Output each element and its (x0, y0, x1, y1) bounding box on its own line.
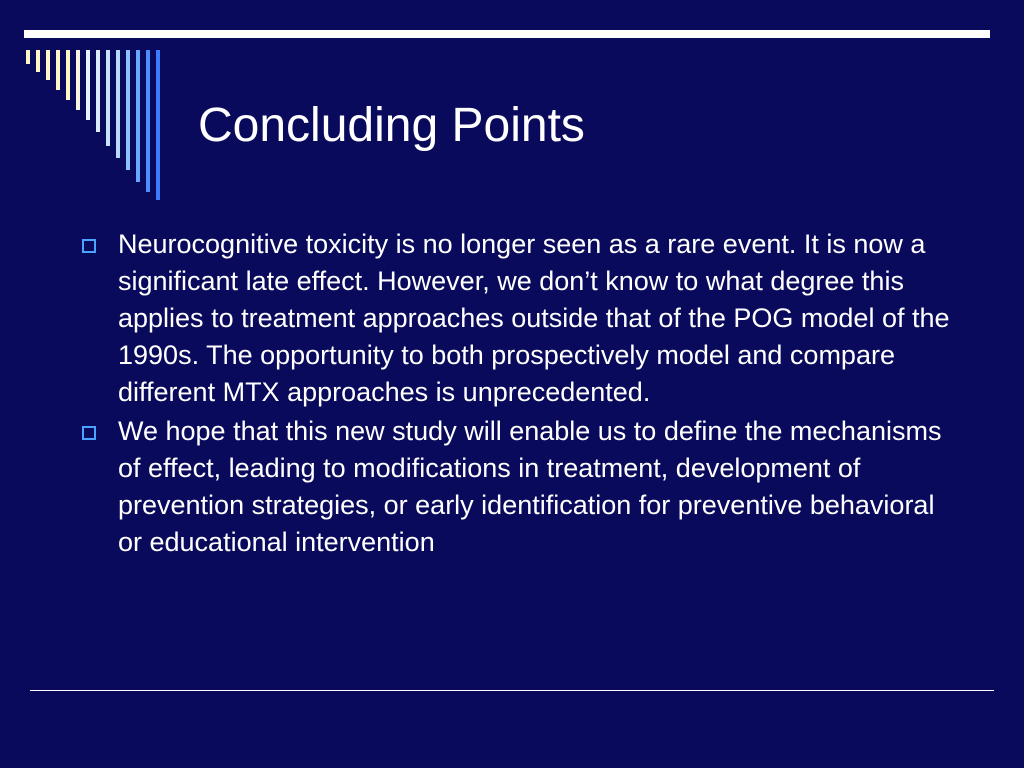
stripe-11 (126, 50, 130, 170)
stripe-2 (36, 50, 40, 72)
stripe-5 (66, 50, 70, 100)
square-bullet-icon (82, 426, 96, 440)
bullet-list (78, 226, 978, 563)
bullet-item (78, 413, 978, 561)
stripe-9 (106, 50, 110, 146)
stripe-10 (116, 50, 120, 158)
stripe-8 (96, 50, 100, 132)
bullet-text-2: We hope that this new study will enable us to define the mechanisms of effect, leading to modifications in treatment, development of prevention strategies, or early identification for preventive behavioral or educational intervention (118, 416, 942, 557)
stripe-6 (76, 50, 80, 110)
stripe-13 (146, 50, 150, 192)
stripe-1 (26, 50, 30, 64)
stripe-12 (136, 50, 140, 182)
stripe-4 (56, 50, 60, 90)
decorative-stripes (0, 0, 180, 220)
stripe-14 (156, 50, 160, 200)
square-bullet-icon (82, 239, 96, 253)
stripe-7 (86, 50, 90, 120)
bullet-text-1: Neurocognitive toxicity is no longer seen as a rare event. It is now a significant late effect. However, we don’t know to what degree this applies to treatment approaches outside that of the POG model of the 1990s. The opportunity to both prospectively model and compare different MTX approaches is unprecedented. (118, 229, 950, 407)
bullet-item (78, 226, 978, 411)
bottom-rule (30, 690, 994, 691)
stripe-3 (46, 50, 50, 80)
slide-title: Concluding Points (198, 99, 585, 152)
